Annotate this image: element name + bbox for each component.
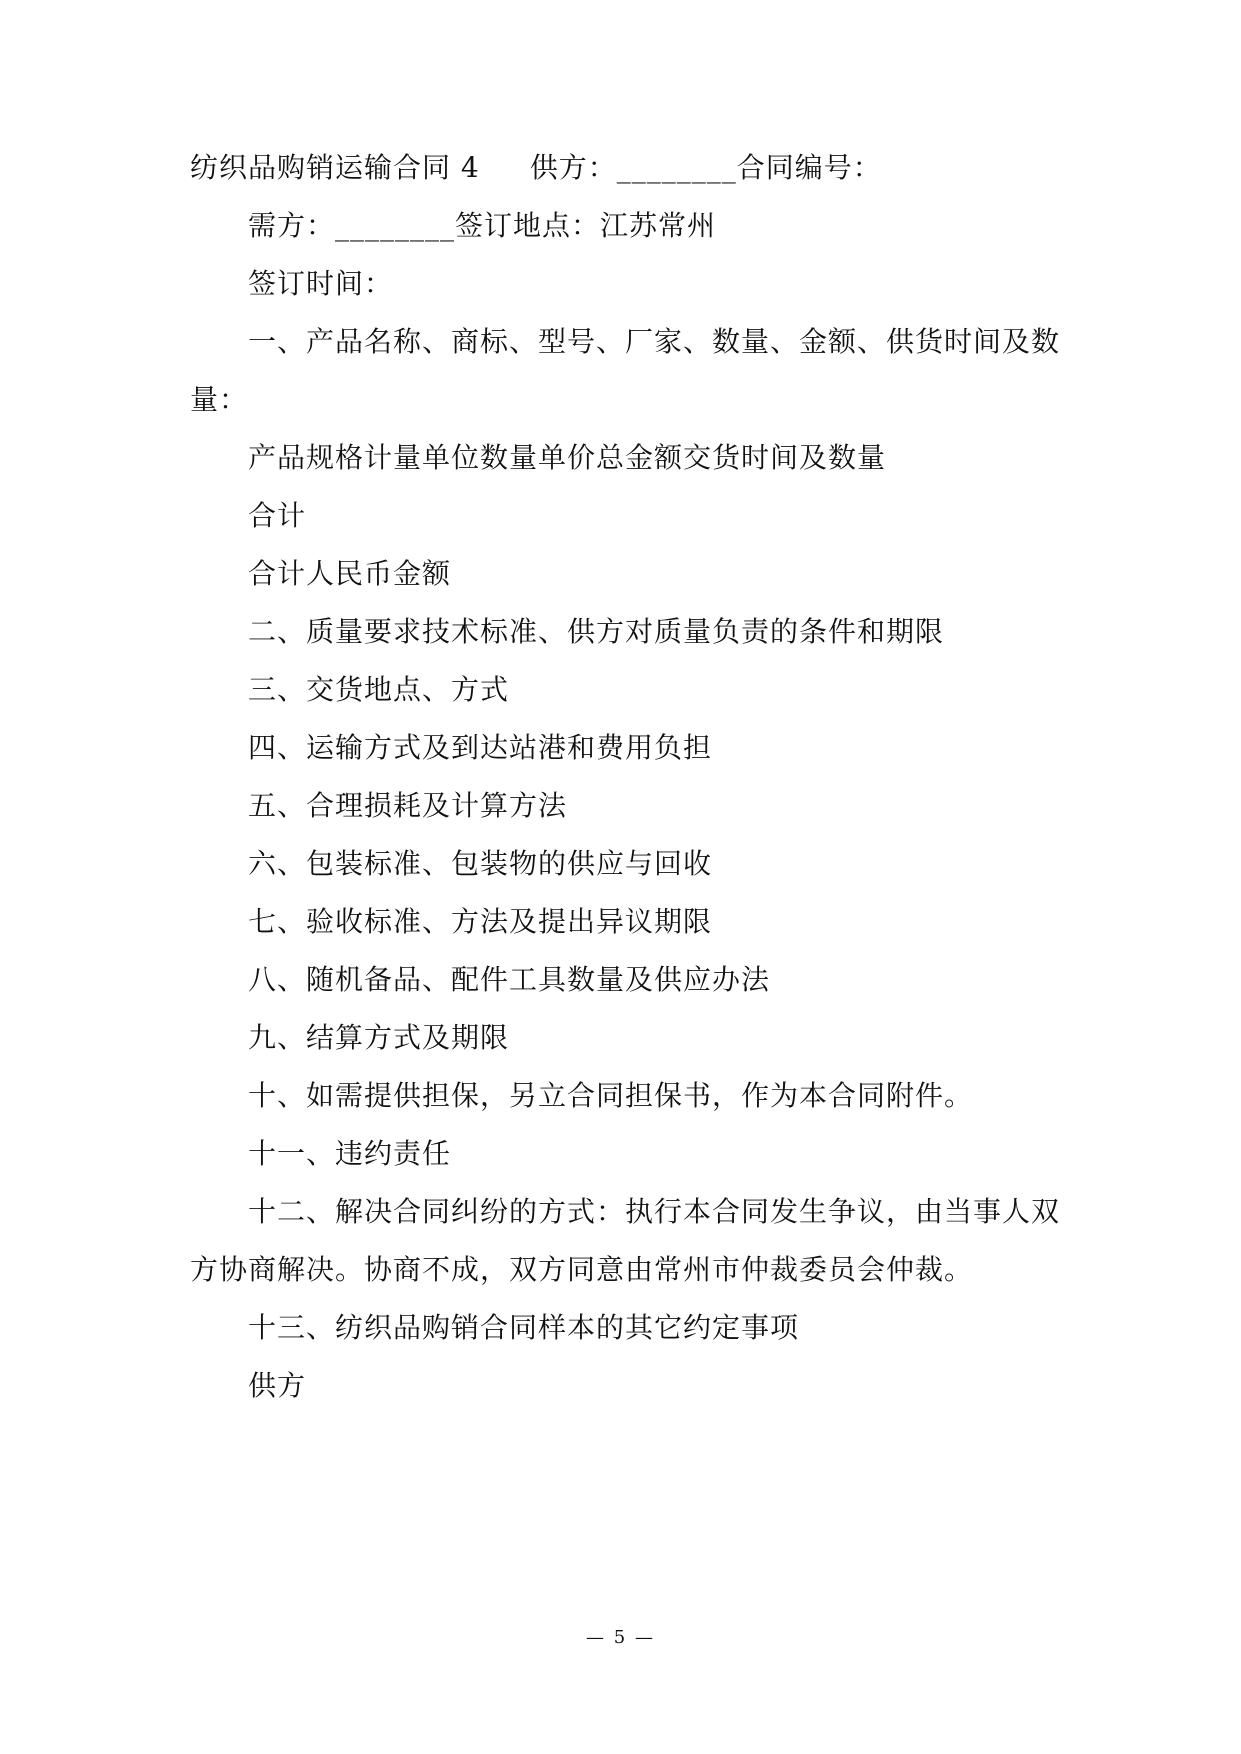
supplier-signature-label: 供方: [248, 1369, 307, 1402]
sign-date-line: 签订时间：: [248, 267, 394, 300]
clause-7: 七、验收标准、方法及提出异议期限: [248, 905, 713, 938]
clause-12: 十二、解决合同纠纷的方式：执行本合同发生争议，由当事人双: [248, 1195, 1061, 1228]
supplier-field: 供方：________合同编号：: [529, 151, 882, 184]
total-rmb-line: 合计人民币金额: [248, 557, 452, 590]
clause-9: 九、结算方式及期限: [248, 1021, 510, 1054]
clause-4: 四、运输方式及到达站港和费用负担: [248, 731, 713, 764]
clause-3: 三、交货地点、方式: [248, 673, 510, 706]
total-line: 合计: [248, 499, 307, 532]
buyer-line: 需方：________签订地点：江苏常州: [248, 209, 717, 242]
clause-13: 十三、纺织品购销合同样本的其它约定事项: [248, 1311, 800, 1344]
clause-10: 十、如需提供担保，另立合同担保书，作为本合同附件。: [248, 1079, 974, 1112]
clause-8: 八、随机备品、配件工具数量及供应办法: [248, 963, 771, 996]
page-number: — 5 —: [586, 1627, 655, 1648]
clause-2: 二、质量要求技术标准、供方对质量负责的条件和期限: [248, 615, 945, 648]
clause-1: 一、产品名称、商标、型号、厂家、数量、金额、供货时间及数: [248, 325, 1061, 358]
clause-5: 五、合理损耗及计算方法: [248, 789, 568, 822]
clause-12-cont: 方协商解决。协商不成，双方同意由常州市仲裁委员会仲裁。: [190, 1253, 974, 1286]
title-line: [190, 148, 1052, 188]
clause-11: 十一、违约责任: [248, 1137, 452, 1170]
clause-1-cont: 量：: [190, 383, 249, 416]
contract-title: 纺织品购销运输合同 4: [190, 151, 480, 184]
clause-6: 六、包装标准、包装物的供应与回收: [248, 847, 713, 880]
table-header-line: 产品规格计量单位数量单价总金额交货时间及数量: [248, 441, 887, 474]
